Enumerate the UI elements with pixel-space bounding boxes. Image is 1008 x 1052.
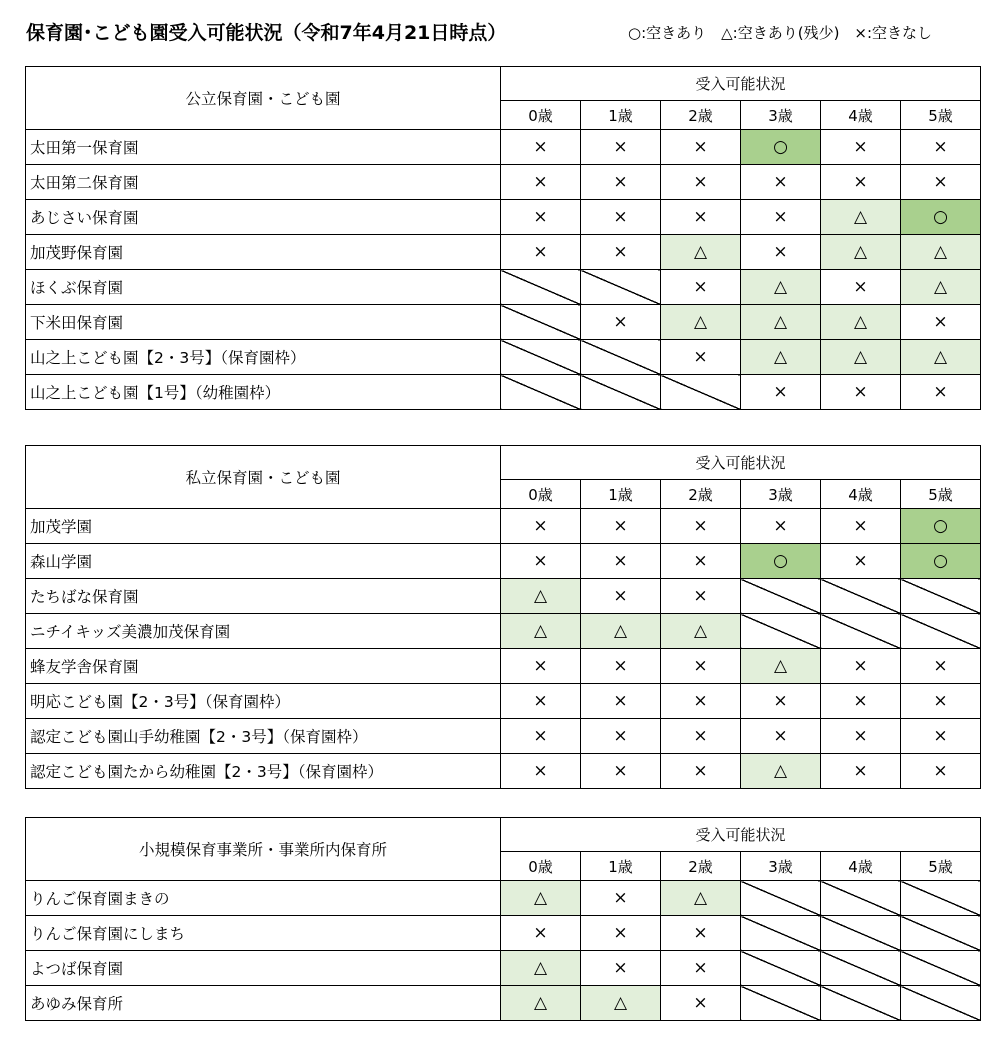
availability-header: 受入可能状況: [501, 818, 981, 852]
availability-cell: ×: [901, 649, 981, 684]
table-row: [26, 509, 981, 544]
availability-cell: ○: [741, 130, 821, 165]
availability-cell: ×: [741, 375, 821, 410]
age-column-header: 1歳: [581, 852, 661, 881]
table-row: [26, 544, 981, 579]
facility-name: 認定こども園山手幼稚園【2・3号】（保育園枠）: [26, 719, 501, 754]
availability-cell: ×: [821, 649, 901, 684]
availability-cell: △: [501, 614, 581, 649]
table-row: [26, 951, 981, 986]
not-applicable-cell: [821, 916, 901, 951]
availability-cell: ×: [581, 200, 661, 235]
availability-cell: △: [661, 305, 741, 340]
facility-name: あじさい保育園: [26, 200, 501, 235]
availability-cell: ×: [501, 509, 581, 544]
age-column-header: 3歳: [741, 852, 821, 881]
availability-cell: △: [661, 881, 741, 916]
facility-name: 加茂野保育園: [26, 235, 501, 270]
table-row: [26, 916, 981, 951]
availability-cell: ×: [741, 200, 821, 235]
not-applicable-cell: [501, 305, 581, 340]
availability-cell: ×: [661, 165, 741, 200]
page-title: 保育園･こども園受入可能状況（令和7年4月21日時点）: [26, 22, 507, 44]
age-column-header: 1歳: [581, 480, 661, 509]
age-column-header: 2歳: [661, 852, 741, 881]
availability-cell: △: [821, 340, 901, 375]
availability-cell: △: [581, 986, 661, 1021]
availability-cell: ×: [741, 165, 821, 200]
category-header: 私立保育園・こども園: [26, 446, 501, 509]
availability-cell: ×: [661, 754, 741, 789]
availability-cell: ×: [661, 509, 741, 544]
availability-cell: ×: [741, 509, 821, 544]
availability-cell: ○: [901, 509, 981, 544]
age-column-header: 4歳: [821, 852, 901, 881]
age-column-header: 4歳: [821, 101, 901, 130]
availability-cell: △: [501, 579, 581, 614]
legend: ○:空きあり △:空きあり(残少) ×:空きなし: [628, 24, 933, 42]
availability-cell: ×: [821, 130, 901, 165]
availability-cell: ×: [821, 509, 901, 544]
availability-cell: △: [821, 235, 901, 270]
not-applicable-cell: [901, 614, 981, 649]
availability-cell: △: [821, 200, 901, 235]
availability-header: 受入可能状況: [501, 67, 981, 101]
availability-cell: ×: [581, 951, 661, 986]
availability-cell: ×: [661, 130, 741, 165]
availability-cell: ×: [661, 916, 741, 951]
facility-name: りんご保育園まきの: [26, 881, 501, 916]
facility-name: 加茂学園: [26, 509, 501, 544]
not-applicable-cell: [821, 951, 901, 986]
age-column-header: 2歳: [661, 480, 741, 509]
availability-cell: ×: [581, 754, 661, 789]
availability-cell: ×: [901, 375, 981, 410]
availability-table: [25, 445, 981, 789]
availability-cell: ×: [661, 544, 741, 579]
availability-cell: △: [501, 951, 581, 986]
not-applicable-cell: [741, 881, 821, 916]
table-row: [26, 614, 981, 649]
facility-name: よつば保育園: [26, 951, 501, 986]
table-row: [26, 165, 981, 200]
category-header: 公立保育園・こども園: [26, 67, 501, 130]
not-applicable-cell: [821, 579, 901, 614]
age-column-header: 3歳: [741, 480, 821, 509]
availability-cell: ×: [581, 719, 661, 754]
table-row: [26, 881, 981, 916]
availability-cell: ×: [581, 509, 661, 544]
availability-cell: ×: [661, 719, 741, 754]
availability-cell: ×: [821, 754, 901, 789]
table-row: [26, 200, 981, 235]
age-column-header: 0歳: [501, 101, 581, 130]
not-applicable-cell: [661, 375, 741, 410]
facility-name: たちばな保育園: [26, 579, 501, 614]
availability-cell: △: [501, 881, 581, 916]
not-applicable-cell: [581, 270, 661, 305]
table-row: [26, 579, 981, 614]
availability-table: [25, 817, 981, 1021]
availability-cell: ×: [501, 165, 581, 200]
availability-cell: ×: [581, 916, 661, 951]
facility-name: 太田第二保育園: [26, 165, 501, 200]
age-column-header: 5歳: [901, 101, 981, 130]
availability-cell: ×: [821, 165, 901, 200]
not-applicable-cell: [901, 951, 981, 986]
facility-name: あゆみ保育所: [26, 986, 501, 1021]
availability-cell: ×: [501, 916, 581, 951]
not-applicable-cell: [901, 916, 981, 951]
availability-cell: ×: [741, 719, 821, 754]
availability-cell: ×: [661, 579, 741, 614]
availability-cell: ×: [581, 579, 661, 614]
availability-cell: ×: [821, 684, 901, 719]
availability-cell: ×: [581, 165, 661, 200]
availability-cell: △: [661, 614, 741, 649]
table-row: [26, 375, 981, 410]
facility-name: 認定こども園たから幼稚園【2・3号】（保育園枠）: [26, 754, 501, 789]
availability-cell: ×: [581, 684, 661, 719]
facility-name: 山之上こども園【1号】（幼稚園枠）: [26, 375, 501, 410]
facility-name: 太田第一保育園: [26, 130, 501, 165]
availability-cell: ×: [741, 235, 821, 270]
not-applicable-cell: [741, 951, 821, 986]
availability-cell: ×: [901, 719, 981, 754]
availability-cell: ×: [901, 305, 981, 340]
availability-cell: ×: [661, 200, 741, 235]
availability-cell: ×: [661, 649, 741, 684]
not-applicable-cell: [901, 881, 981, 916]
availability-cell: ×: [901, 754, 981, 789]
availability-cell: ×: [821, 270, 901, 305]
availability-cell: ×: [821, 544, 901, 579]
table-row: [26, 719, 981, 754]
table-row: [26, 270, 981, 305]
availability-header: 受入可能状況: [501, 446, 981, 480]
table-row: [26, 986, 981, 1021]
availability-cell: ×: [661, 986, 741, 1021]
availability-cell: ×: [581, 881, 661, 916]
table-row: [26, 754, 981, 789]
availability-cell: △: [901, 235, 981, 270]
table-row: [26, 130, 981, 165]
availability-cell: △: [821, 305, 901, 340]
availability-cell: ×: [901, 165, 981, 200]
table-row: [26, 235, 981, 270]
availability-cell: ×: [501, 754, 581, 789]
availability-cell: ×: [581, 649, 661, 684]
availability-cell: ×: [741, 684, 821, 719]
not-applicable-cell: [901, 986, 981, 1021]
availability-cell: ○: [901, 544, 981, 579]
availability-cell: △: [901, 270, 981, 305]
not-applicable-cell: [501, 375, 581, 410]
availability-cell: ×: [661, 951, 741, 986]
availability-cell: ○: [741, 544, 821, 579]
not-applicable-cell: [741, 986, 821, 1021]
availability-cell: ×: [821, 719, 901, 754]
availability-cell: ×: [821, 375, 901, 410]
availability-cell: △: [741, 649, 821, 684]
age-column-header: 0歳: [501, 852, 581, 881]
availability-cell: ×: [501, 544, 581, 579]
availability-cell: ×: [581, 305, 661, 340]
availability-cell: △: [741, 340, 821, 375]
availability-cell: ×: [501, 200, 581, 235]
not-applicable-cell: [501, 270, 581, 305]
availability-cell: ×: [501, 130, 581, 165]
availability-cell: ×: [501, 235, 581, 270]
table-row: [26, 649, 981, 684]
availability-cell: △: [901, 340, 981, 375]
availability-cell: △: [661, 235, 741, 270]
availability-cell: △: [501, 986, 581, 1021]
age-column-header: 0歳: [501, 480, 581, 509]
facility-name: ニチイキッズ美濃加茂保育園: [26, 614, 501, 649]
facility-name: りんご保育園にしまち: [26, 916, 501, 951]
availability-cell: ×: [581, 130, 661, 165]
availability-cell: ×: [901, 130, 981, 165]
age-column-header: 1歳: [581, 101, 661, 130]
availability-table: [25, 66, 981, 410]
table-row: [26, 305, 981, 340]
availability-cell: △: [741, 754, 821, 789]
availability-cell: ×: [501, 684, 581, 719]
not-applicable-cell: [821, 614, 901, 649]
availability-cell: ○: [901, 200, 981, 235]
not-applicable-cell: [821, 881, 901, 916]
not-applicable-cell: [821, 986, 901, 1021]
facility-name: 蜂友学舎保育園: [26, 649, 501, 684]
availability-cell: ×: [661, 340, 741, 375]
availability-cell: ×: [661, 270, 741, 305]
facility-name: ほくぶ保育園: [26, 270, 501, 305]
age-column-header: 4歳: [821, 480, 901, 509]
table-row: [26, 340, 981, 375]
availability-cell: △: [581, 614, 661, 649]
age-column-header: 2歳: [661, 101, 741, 130]
availability-cell: △: [741, 305, 821, 340]
not-applicable-cell: [581, 340, 661, 375]
not-applicable-cell: [501, 340, 581, 375]
availability-cell: ×: [501, 649, 581, 684]
age-column-header: 5歳: [901, 480, 981, 509]
table-row: [26, 684, 981, 719]
facility-name: 山之上こども園【2・3号】（保育園枠）: [26, 340, 501, 375]
category-header: 小規模保育事業所・事業所内保育所: [26, 818, 501, 881]
availability-cell: △: [741, 270, 821, 305]
not-applicable-cell: [741, 614, 821, 649]
not-applicable-cell: [581, 375, 661, 410]
facility-name: 下米田保育園: [26, 305, 501, 340]
not-applicable-cell: [741, 916, 821, 951]
age-column-header: 5歳: [901, 852, 981, 881]
facility-name: 明応こども園【2・3号】（保育園枠）: [26, 684, 501, 719]
availability-cell: ×: [581, 235, 661, 270]
availability-cell: ×: [581, 544, 661, 579]
not-applicable-cell: [901, 579, 981, 614]
availability-cell: ×: [501, 719, 581, 754]
facility-name: 森山学園: [26, 544, 501, 579]
age-column-header: 3歳: [741, 101, 821, 130]
not-applicable-cell: [741, 579, 821, 614]
availability-cell: ×: [901, 684, 981, 719]
availability-cell: ×: [661, 684, 741, 719]
